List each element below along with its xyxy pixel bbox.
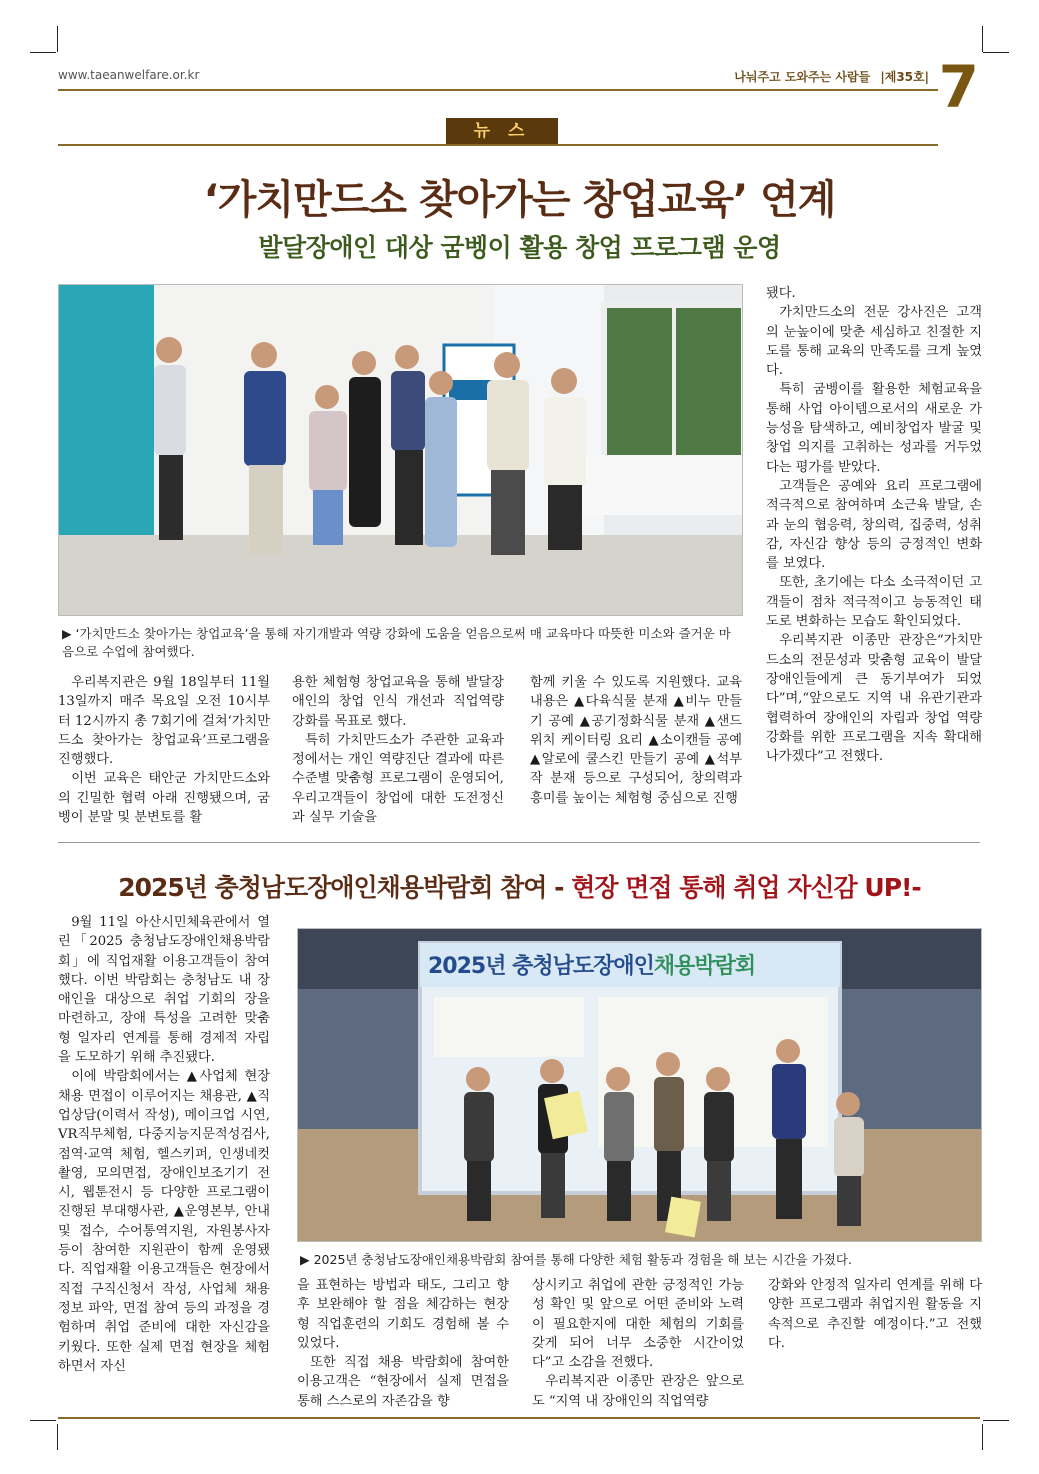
article2-column-2 — [297, 1276, 509, 1411]
crop-mark — [30, 1420, 56, 1421]
group-photo-illustration — [59, 285, 743, 616]
paragraph: 또한 직접 채용 박람회에 참여한 이용고객은 “현장에서 실제 면접을 통해 스스로의 자존감을 향 — [297, 1355, 509, 1409]
article2-column-3 — [532, 1276, 744, 1411]
crop-mark — [982, 1424, 983, 1450]
page-number: 7 — [938, 53, 979, 121]
paragraph: 또한, 초기에는 다소 소극적이던 고객들이 점차 적극적이고 능동적인 태도로 변화하는 모습도 확인되었다. — [766, 575, 982, 630]
paragraph: 우리복지관 이종만 관장은“가치만드소의 전문성과 맞춤형 교육이 발달장애인들에게 큰 동기부여가 되었다”며,“앞으로도 지역 내 유관기관과 협력하여 장애인의 자립과 창업 역량 강화를 위한 프로그램을 지속 확대해 나가겠다”고 전했다. — [766, 633, 982, 765]
paragraph: 우리복지관 이종만 관장은 앞으로도 “지역 내 장애인의 직업역량 — [532, 1374, 744, 1409]
article2-title — [0, 868, 1039, 904]
article1-title: ‘가치만드소 찾아가는 창업교육’ 연계 — [203, 177, 836, 223]
paragraph: 을 표현하는 방법과 태도, 그리고 향후 보완해야 할 점을 체감하는 현장형 직업훈련의 기회도 경험해 볼 수 있었다. — [297, 1278, 509, 1351]
paragraph: 이번 교육은 태안군 가치만드소와의 긴밀한 협력 아래 진행됐으며, 굼벵이 분말 및 분변토를 활 — [58, 771, 270, 826]
crop-mark — [57, 26, 58, 52]
crop-mark — [983, 52, 1009, 53]
header-rule — [58, 89, 938, 91]
article2-column-1 — [58, 913, 270, 1376]
paragraph: 강화와 안정적 일자리 연계를 위해 다양한 프로그램과 취업지원 활동을 지속적으로 추진할 예정이다.”고 전했다. — [768, 1278, 982, 1351]
footer-rule — [58, 1417, 980, 1419]
issue-number: |제35호| — [880, 70, 929, 84]
paragraph: 함께 키울 수 있도록 지원했다. 교육 내용은 ▲다육식물 분재 ▲비누 만들기 공예 ▲공기정화식물 분재 ▲샌드위치 케이터링 요리 ▲소이캔들 공예 ▲알로에 쿨스킨 만들기 공예 ▲석부작 분재 등으로 구성되어, 창의력과 흥미를 높이는 체험형 중심으로 진행 — [530, 675, 742, 806]
article2-photo-caption: ▶ 2025년 충청남도장애인채용박람회 참여를 통해 다양한 체험 활동과 경험을 해 보는 시간을 가졌다. — [300, 1252, 852, 1267]
paragraph: 9월 11일 아산시민체육관에서 열린「2025 충청남도장애인채용박람회」에 직업재활 이용고객들이 참여했다. 이번 박람회는 충청남도 내 장애인을 대상으로 취업 기회의 장을 마련하고, 장애 특성을 고려한 맞춤형 일자리 연계를 통해 경제적 자립을 도모하기 위해 추진됐다. — [58, 915, 270, 1066]
crop-mark — [57, 1424, 58, 1450]
paragraph: 특히 가치만드소가 주관한 교육과정에서는 개인 역량진단 결과에 따른 수준별 맞춤형 프로그램이 운영되어, 우리고객들이 창업에 대한 도전정신과 실무 기술을 — [292, 732, 504, 826]
article1-photo — [58, 284, 743, 616]
expo-banner-text — [428, 949, 755, 980]
banner-text-highlight: 채용박람회 — [653, 954, 756, 979]
banner-text-main: 2025년 충청남도장애인 — [428, 954, 654, 979]
section-rule — [58, 144, 938, 146]
header-publication — [734, 68, 929, 85]
publication-name: 나눠주고 도와주는 사람들 — [734, 70, 871, 84]
paragraph: 특히 굼벵이를 활용한 체험교육을 통해 사업 아이템으로서의 새로운 가능성을 탐색하고, 예비창업자 발굴 및 창업 의지를 고취하는 성과를 거두었다는 평가를 받았다. — [766, 382, 982, 475]
paragraph: 용한 체험형 창업교육을 통해 발달장애인의 창업 인식 개선과 직업역량 강화를 목표로 했다. — [292, 675, 504, 729]
article1-column-1 — [58, 673, 270, 827]
article1-column-4 — [766, 284, 982, 766]
article-divider — [58, 842, 980, 843]
article2-title-main: 2025년 충청남도장애인채용박람회 참여 - — [118, 873, 564, 902]
paragraph: 됐다. — [766, 286, 796, 301]
crop-mark — [983, 1420, 1009, 1421]
paragraph: 이에 박람회에서는 ▲사업체 현장 채용 면접이 이루어지는 채용관, ▲직업상담(이력서 작성), 메이크업 시연, VR직무체험, 다중지능지문적성검사, 점역·교역 체험, 헬스키퍼, 인생네컷 촬영, 모의면접, 장애인보조기기 전시, 웹툰전시 등 다양한 프로그램이 진행된 부대행사관, ▲운영본부, 안내 및 접수, 수어통역지원, 자원봉사자 등이 참여한 지원관이 함께 운영됐다. 직업재활 이용고객들은 현장에서 직접 구직신청서 작성, 사업체 채용정보 파악, 면접 참여 등의 과정을 경험하며 취업 준비에 대한 자신감을 키웠다. 또한 실제 면접 현장을 체험하면서 자신 — [58, 1069, 270, 1374]
article2-photo — [297, 928, 982, 1242]
paragraph: 가치만드소의 전문 강사진은 고객의 눈높이에 맞춘 세심하고 친절한 지도를 통해 교육의 만족도를 크게 높였다. — [766, 305, 982, 379]
article2-column-4 — [768, 1276, 982, 1353]
crop-mark — [982, 26, 983, 52]
article1-column-3 — [530, 673, 742, 808]
header-url: www.taeanwelfare.or.kr — [58, 68, 200, 82]
article1-subtitle: 발달장애인 대상 굼벵이 활용 창업 프로그램 운영 — [258, 233, 781, 262]
article2-title-highlight: 현장 면접 통해 취업 자신감 UP!- — [571, 873, 921, 902]
paragraph: 고객들은 공예와 요리 프로그램에 적극적으로 참여하며 소근육 발달, 손과 눈의 협응력, 창의력, 집중력, 성취감, 자신감 향상 등의 긍정적인 변화를 보였다. — [766, 478, 982, 572]
article1-column-2 — [292, 673, 504, 827]
paragraph: 우리복지관은 9월 18일부터 11월 13일까지 매주 목요일 오전 10시부터 12시까지 총 7회기에 걸쳐‘가치만드소 찾아가는 창업교육’프로그램을 진행했다. — [58, 675, 270, 768]
section-tag: 뉴 스 — [446, 118, 558, 144]
article1-photo-caption: ▶ ‘가치만드소 찾아가는 창업교육’을 통해 자기개발과 역량 강화에 도움을 얻음으로써 매 교육마다 따뜻한 미소와 즐거운 마음으로 수업에 참여했다. — [62, 626, 731, 659]
crop-mark — [30, 52, 56, 53]
paragraph: 상시키고 취업에 관한 긍정적인 가능성 확인 및 앞으로 어떤 준비와 노력이 필요한지에 대한 체험의 기회를 갖게 되어 너무 소중한 시간이었다”고 소감을 전했다. — [532, 1278, 744, 1371]
